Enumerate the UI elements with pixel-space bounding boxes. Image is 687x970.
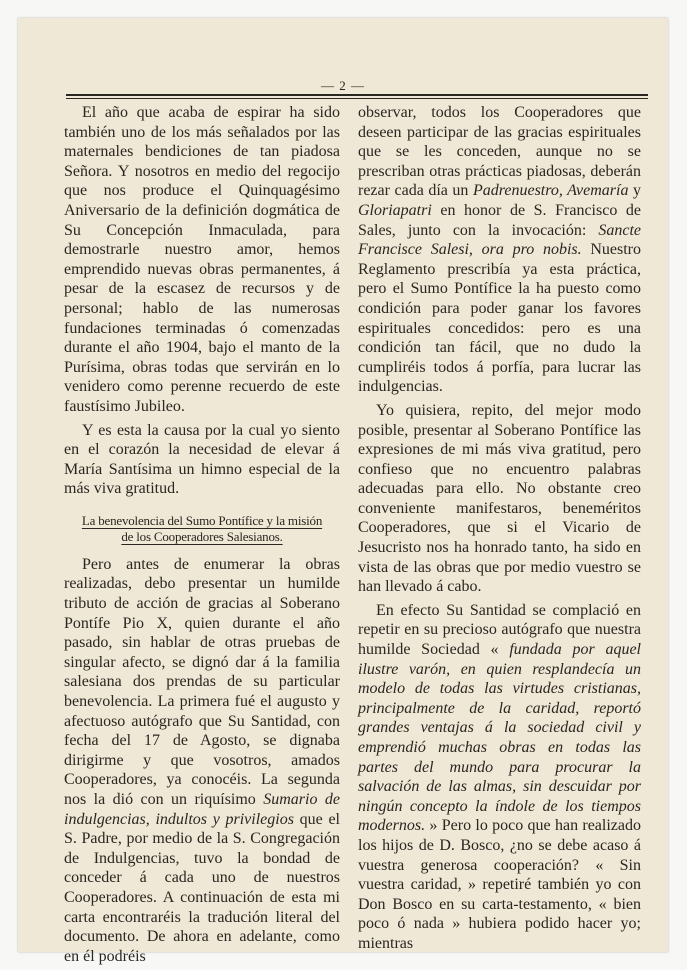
right-paragraph-1-italic-2: Gloriapatri bbox=[358, 201, 432, 219]
document-page bbox=[18, 18, 668, 965]
right-paragraph-3-text-a: En efecto Su Santidad se complació en repetir en su precioso autógrafo que nuestra humilde Sociedad « bbox=[358, 601, 641, 659]
right-paragraph-2: Yo quisiera, repito, del mejor modo posible, presentar al Soberano Pontífice las expresiones de mi más viva gratitud, pero confieso que no encuentro palabras adecuadas para ello. No obstante creo conveniente manifestaros, beneméritos Cooperadores, que si el Vicario de Jesucristo nos ha honrado tanto, ha sido en vista de las obras que por medio vuestro se han llevado á cabo. bbox=[358, 401, 641, 596]
left-paragraph-1: El año que acaba de espirar ha sido también uno de los más señalados por las maternales bendiciones de tan piadosa Señora. Y nosotros en medio del regocijo que nos produce el Quinquagésimo Aniversario de la definición dogmática de Su Concepción Inmaculada, para demostrarle nuestro amor, hemos emprendido nuevas obras permanentes, á pesar de la escasez de recursos y de personal; hablo de las numerosas fundaciones terminadas ó comenzadas durante el año 1904, bajo el manto de la Purísima, obras todas que servirán en lo venidero como perenne recuerdo de este faustísimo Jubileo. bbox=[64, 104, 340, 415]
right-paragraph-1-text-b: y bbox=[628, 182, 641, 200]
right-paragraph-3-italic: fundada por aquel ilustre varón, en quien resplandecía un modelo de todas las virtudes cristianas, principalmente de la caridad, reportó grandes ventajas á la sociedad civil y emprendió muchas obras en todas las partes del mundo para procurar la salvación de las almas, sin descuidar por ningún concepto la índole de los tiempos modernos. bbox=[358, 641, 642, 835]
section-heading bbox=[64, 513, 340, 545]
left-paragraph-2: Y es esta la causa por la cual yo siento en el corazón la necesidad de elevar á María Santísima un himno especial de la más viva gratitud. bbox=[64, 421, 340, 498]
left-paragraph-3-text-b: que el S. Padre, por medio de la S. Congregación de Indulgencias, tuvo la bondad de conceder á cada uno de nuestros Cooperadores. A continuación de esta mi carta encontraréis la tradución literal del documento. De ahora en adelante, como en él podréis bbox=[64, 810, 340, 965]
left-paragraph-3-text-a: Pero antes de enumerar la obras realizadas, debo presentar un humilde tributo de acción de gracias al Soberano Pontífe Pio X, quien durante el año pasado, sin hablar de otras pruebas de singular afecto, se dignó dar á la familia salesiana dos prendas de su particular benevolencia. La primera fué el augusto y afectuoso autógrafo que Su Santidad, con fecha del 17 de Agosto, se dignaba dirigirme y que vosotros, amados Cooperadores, ya conocéis. La segunda nos la dió con un riquísimo bbox=[64, 555, 340, 808]
right-paragraph-1-text-d: Nuestro Reglamento prescribía ya esta práctica, pero el Sumo Pontífice la ha puesto como condición para poder ganar los favores espirituales concedidos: pero es una condición tan fácil, que no dudo la cumpliréis todos á porfía, para lucrar las indulgencias. bbox=[358, 241, 642, 396]
right-paragraph-1 bbox=[358, 103, 641, 397]
right-paragraph-1-italic-3: Sancte Francisce Salesi, ora pro nobis. bbox=[358, 221, 641, 259]
right-paragraph-1-text-c: en honor de S. Francisco de Sales, junto con la invocación: bbox=[358, 201, 641, 239]
left-paragraph-3-italic: Sumario de indulgencias, indultos y privilegios bbox=[64, 791, 341, 828]
right-paragraph-3 bbox=[358, 601, 641, 954]
right-column bbox=[358, 103, 641, 954]
page-number: — 2 — bbox=[321, 78, 365, 93]
header-rule-thick bbox=[66, 94, 648, 96]
right-paragraph-1-text-a: observar, todos los Cooperadores que deseen participar de las gracias espirituales que se les conceden, aunque no se prescriban otras prácticas piadosas, deberán rezar cada día un bbox=[358, 104, 641, 200]
right-paragraph-1-italic-1: Padrenuestro, Avemaría bbox=[472, 182, 629, 200]
right-paragraph-3-text-b: » Pero lo poco que han realizado los hijos de D. Bosco, ¿no se debe acaso á vuestra generosa cooperación? « Sin vuestra caridad, » repetiré también yo con Don Bosco en su carta-testamento, « bien poco ó nada » hubiera podido hacer yo; mientras bbox=[358, 817, 641, 952]
section-heading-line-2: de los Cooperadores Salesianos. bbox=[121, 528, 283, 544]
left-paragraph-3 bbox=[64, 555, 340, 966]
left-column bbox=[64, 103, 340, 966]
header-rule-thin bbox=[66, 98, 648, 99]
section-heading-line-1: La benevolencia del Sumo Pontífice y la misión bbox=[81, 512, 323, 528]
